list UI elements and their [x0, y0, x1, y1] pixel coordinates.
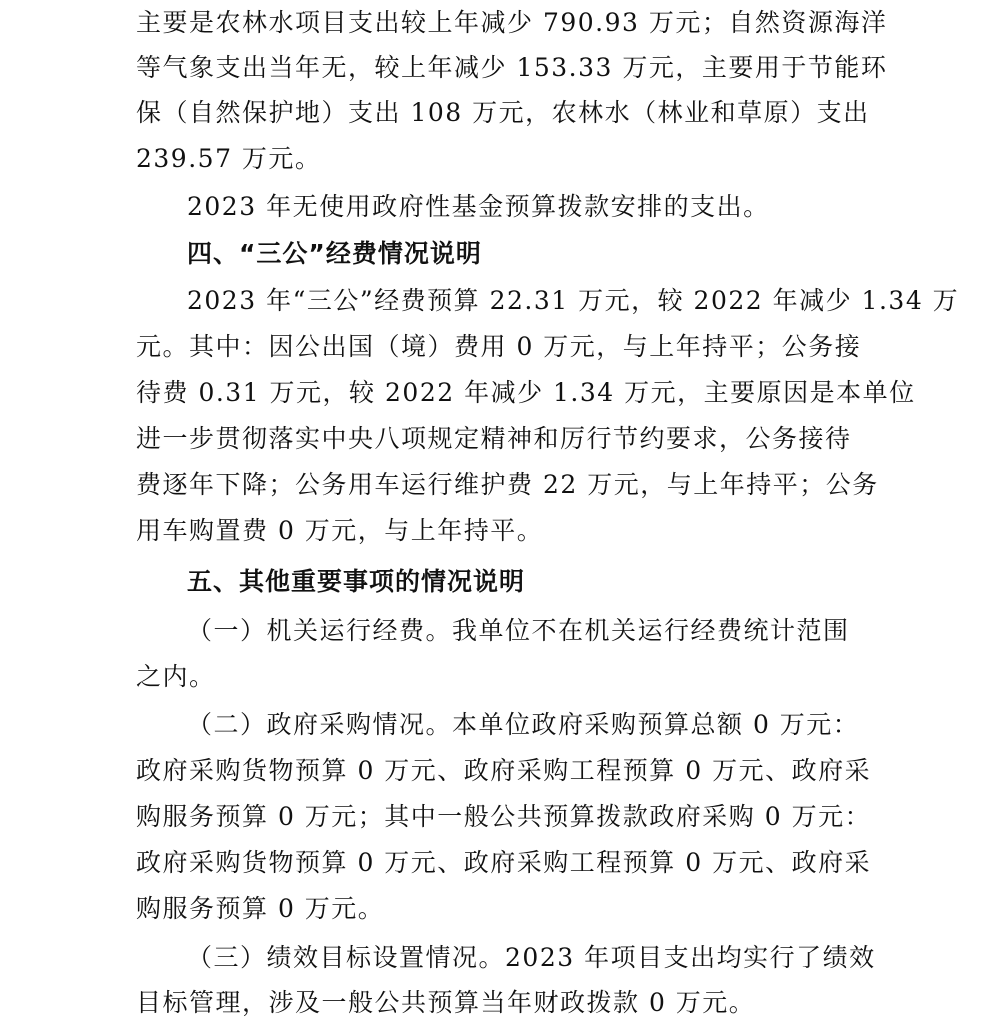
paragraph-line: 239.57 万元。 [136, 144, 322, 173]
paragraph-line: 费逐年下降；公务用车运行维护费 22 万元，与上年持平；公务 [136, 470, 879, 499]
paragraph-line: 目标管理，涉及一般公共预算当年财政拨款 0 万元。 [136, 988, 756, 1017]
paragraph-line: 元。其中：因公出国（境）费用 0 万元，与上年持平；公务接 [136, 332, 862, 361]
paragraph-line: 待费 0.31 万元，较 2022 年减少 1.34 万元，主要原因是本单位 [136, 378, 916, 407]
section-heading-other-matters: 五、其他重要事项的情况说明 [187, 567, 526, 596]
paragraph-line: 之内。 [136, 662, 216, 691]
paragraph-line: 2023 年“三公”经费预算 22.31 万元，较 2022 年减少 1.34 万 [187, 286, 960, 315]
paragraph-line: 用车购置费 0 万元，与上年持平。 [136, 516, 544, 545]
paragraph-line: 2023 年无使用政府性基金预算拨款安排的支出。 [187, 192, 770, 221]
paragraph-line: （二）政府采购情况。本单位政府采购预算总额 0 万元： [187, 710, 860, 739]
paragraph-line: 保（自然保护地）支出 108 万元，农林水（林业和草原）支出 [136, 98, 870, 127]
paragraph-line: （三）绩效目标设置情况。2023 年项目支出均实行了绩效 [187, 943, 876, 972]
paragraph-line: 购服务预算 0 万元；其中一般公共预算拨款政府采购 0 万元： [136, 802, 872, 831]
paragraph-line: 等气象支出当年无，较上年减少 153.33 万元，主要用于节能环 [136, 53, 888, 82]
paragraph-line: 主要是农林水项目支出较上年减少 790.93 万元；自然资源海洋 [136, 8, 888, 37]
paragraph-line: （一）机关运行经费。我单位不在机关运行经费统计范围 [187, 616, 850, 645]
section-heading-sangong: 四、“三公”经费情况说明 [187, 239, 482, 268]
paragraph-line: 进一步贯彻落实中央八项规定精神和厉行节约要求，公务接待 [136, 424, 852, 453]
paragraph-line: 政府采购货物预算 0 万元、政府采购工程预算 0 万元、政府采 [136, 756, 872, 785]
paragraph-line: 政府采购货物预算 0 万元、政府采购工程预算 0 万元、政府采 [136, 848, 872, 877]
paragraph-line: 购服务预算 0 万元。 [136, 894, 385, 923]
